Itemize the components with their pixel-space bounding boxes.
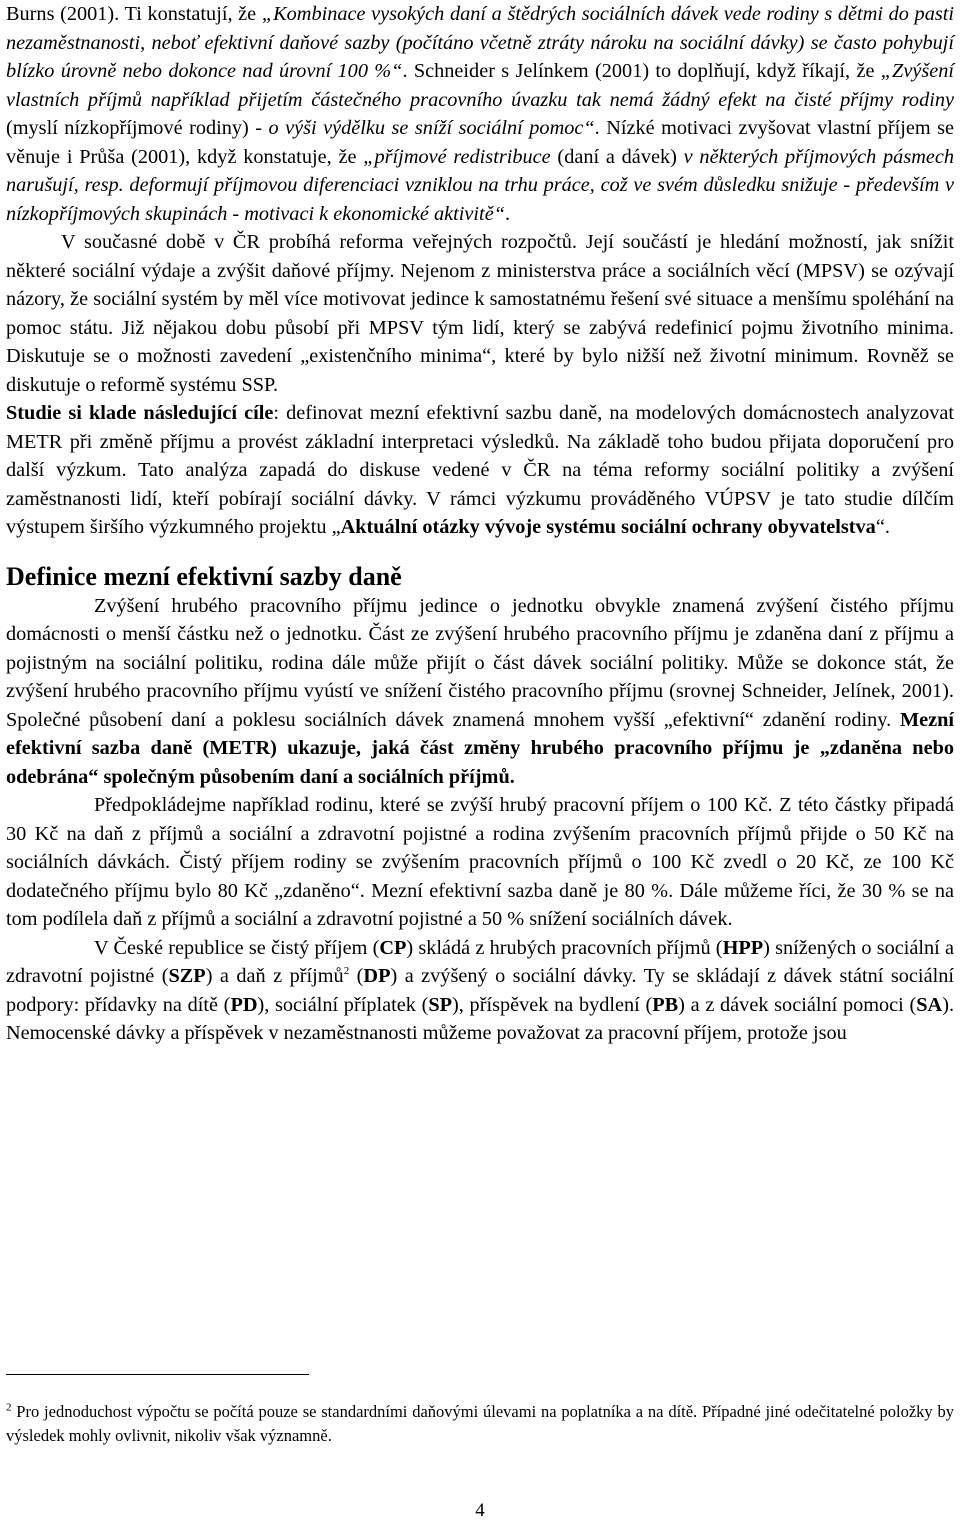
footnote-divider (6, 1374, 309, 1375)
text-span: (myslí nízkopříjmové rodiny) - (6, 117, 269, 139)
paragraph-literature-review (6, 0, 954, 228)
bold-goals: Studie si klade následující cíle (6, 402, 274, 424)
abbr-pb: PB (652, 993, 679, 1016)
paragraph-reform: V současné době v ČR probíhá reforma veřejných rozpočtů. Její součástí je hledání možností, jak snížit některé sociální výdaje a zvýšit daňové příjmy. Nejenom z ministerstva práce a sociálních věcí (MPSV) se ozývají názory, že sociální systém by měl více motivovat jedince k samostatnému řešení své situace a menšímu spoléhání na pomoc státu. Již nějakou dobu působí při MPSV tým lidí, který se zabývá redefinicí pojmu životního minima. Diskutuje se o možnosti zavedení „existenčního minima“, které by bylo nižší než životní minimum. Rovněž se diskutuje o reformě systému SSP. (6, 231, 954, 396)
text-span: ( (349, 965, 364, 987)
text-span: (daní a dávek) (550, 145, 684, 168)
paragraph-definition (6, 592, 954, 792)
text-span: ) a z dávek sociální pomoci ( (678, 993, 917, 1016)
abbr-pd: PD (230, 993, 258, 1016)
paragraph-czech-income (6, 934, 954, 1048)
footnote-ref[interactable]: 2 (343, 965, 350, 978)
text-span: . Nízké motivaci zvyšovat vlastní příjem se věnuje i Průša (2001), když konstatuje, že (6, 117, 954, 168)
text-span: ) a daň z příjmů (205, 965, 344, 987)
abbr-sa: SA (916, 993, 943, 1016)
project-title: Aktuální otázky vývoje systému sociální ochrany obyvatelstva (340, 516, 876, 538)
text-span: ) a zvýšený o sociální dávky. Ty se skládají z dávek státní sociální podpory: přídavky na dítě ( (6, 965, 954, 1016)
paragraph-example: Předpokládejme například rodinu, které se zvýší hrubý pracovní příjem o 100 Kč. Z této částky připadá 30 Kč na daň z příjmů a sociální a zdravotní pojistné a rodina zvýšením pracovních příjmů přijde o 50 Kč na sociálních dávkách. Čistý příjem rodiny se zvýšením pracovních příjmů o 100 Kč zvedl o 20 Kč, ze 100 Kč dodatečného příjmu bylo 80 Kč „zdaněno“. Mezní efektivní sazba daně je 80 %. Dále můžeme říci, že 30 % se na tom podílela daň z příjmů a sociální a zdravotní pojistné a 50 % snížení sociálních dávek. (6, 794, 954, 930)
abbr-szp: SZP (168, 965, 206, 987)
text-span: ). Nemocenské dávky a příspěvek v nezaměstnanosti můžeme považovat za pracovní příjem, protože jsou (6, 993, 955, 1044)
bold-metr-definition: Mezní efektivní sazba daně (METR) ukazuje, jaká část změny hrubého pracovního příjmu je „zdaněna nebo odebrána“ společným působením daní a sociálních příjmů. (6, 708, 954, 788)
text-span: ) snížených o sociální a zdravotní pojistné ( (6, 936, 954, 987)
text-span: “. (875, 516, 890, 538)
abbr-dp: DP (363, 965, 391, 987)
quote-prusa: „příjmové redistribuce (363, 145, 551, 168)
quote-burns: „Kombinace vysokých daní a štědrých sociálních dávek vede rodiny s dětmi do pasti nezaměstnanosti, neboť efektivní daňové sazby (počítáno včetně ztráty nároku na sociální dávky) se často pohybují blízko úrovně nebo dokonce nad úrovní 100 %“ (6, 3, 954, 82)
text-span: Zvýšení hrubého pracovního příjmu jedince o jednotku obvykle znamená zvýšení čistého příjmu domácnosti o menší částku než o jednotku. Část ze zvýšení hrubého pracovního příjmu je zdaněna daní z příjmu a pojistným na sociální politiku, rodina dále může přijít o část dávek sociální politiky. Může se dokonce stát, že zvýšení hrubého pracovního příjmu vyústí ve snížení čistého pracovního příjmu (srovnej Schneider, Jelínek, 2001). Společné působení daní a poklesu sociálních dávek znamená mnohem vyšší „efektivní“ zdanění rodiny. (6, 594, 954, 731)
text-span: . Schneider s Jelínkem (2001) to doplňují, když říkají, že (402, 60, 881, 82)
text-span: ), příspěvek na bydlení ( (452, 993, 653, 1016)
footnote-text: Pro jednoduchost výpočtu se počítá pouze se standardními daňovými úlevami na poplatníka a na dítě. Případné jiné odečitatelné položky by výsledek mohly ovlivnit, nikoliv však významně. (6, 1402, 954, 1445)
document-page (6, 0, 954, 1533)
text-span: . (504, 202, 511, 225)
footnote-number: 2 (6, 1401, 12, 1414)
quote-prusa-end: v některých příjmových pásmech narušují, resp. deformují příjmovou diferenciaci vzniklou na trhu práce, což ve svém důsledku snižuje - především v nízkopříjmových skupinách - motivaci k ekonomické aktivitě“ (6, 145, 955, 225)
text-span: ) skládá z hrubých pracovních příjmů ( (406, 936, 723, 959)
abbr-hpp: HPP (722, 936, 764, 959)
abbr-sp: SP (428, 993, 453, 1016)
page-number: 4 (475, 1500, 485, 1521)
paragraph-study-goals (6, 399, 954, 542)
abbr-cp: CP (379, 936, 407, 959)
section-heading: Definice mezní efektivní sazby daně (6, 561, 402, 591)
text-span: Burns (2001). Ti konstatují, že (6, 3, 262, 25)
text-span: ), sociální příplatek ( (257, 993, 429, 1016)
footnote (6, 1400, 954, 1448)
text-span: V České republice se čistý příjem ( (94, 936, 380, 959)
text-span: : definovat mezní efektivní sazbu daně, na modelových domácnostech analyzovat METR při změně příjmu a provést základní interpretaci výsledků. Na základě toho budou přijata doporučení pro další výzkum. Tato analýza zapadá do diskuse vedené v ČR na téma reformy sociální politiky a zvýšení zaměstnanosti lidí, kteří pobírají sociální dávky. V rámci výzkumu prováděného VÚPSV je tato studie dílčím výstupem širšího výzkumného projektu „ (6, 402, 954, 538)
quote-schneider-end: o výši výdělku se sníží sociální pomoc“ (268, 117, 595, 139)
quote-schneider: „Zvýšení vlastních příjmů například přijetím částečného pracovního úvazku tak nemá žádný efekt na čisté příjmy rodiny (6, 60, 954, 111)
